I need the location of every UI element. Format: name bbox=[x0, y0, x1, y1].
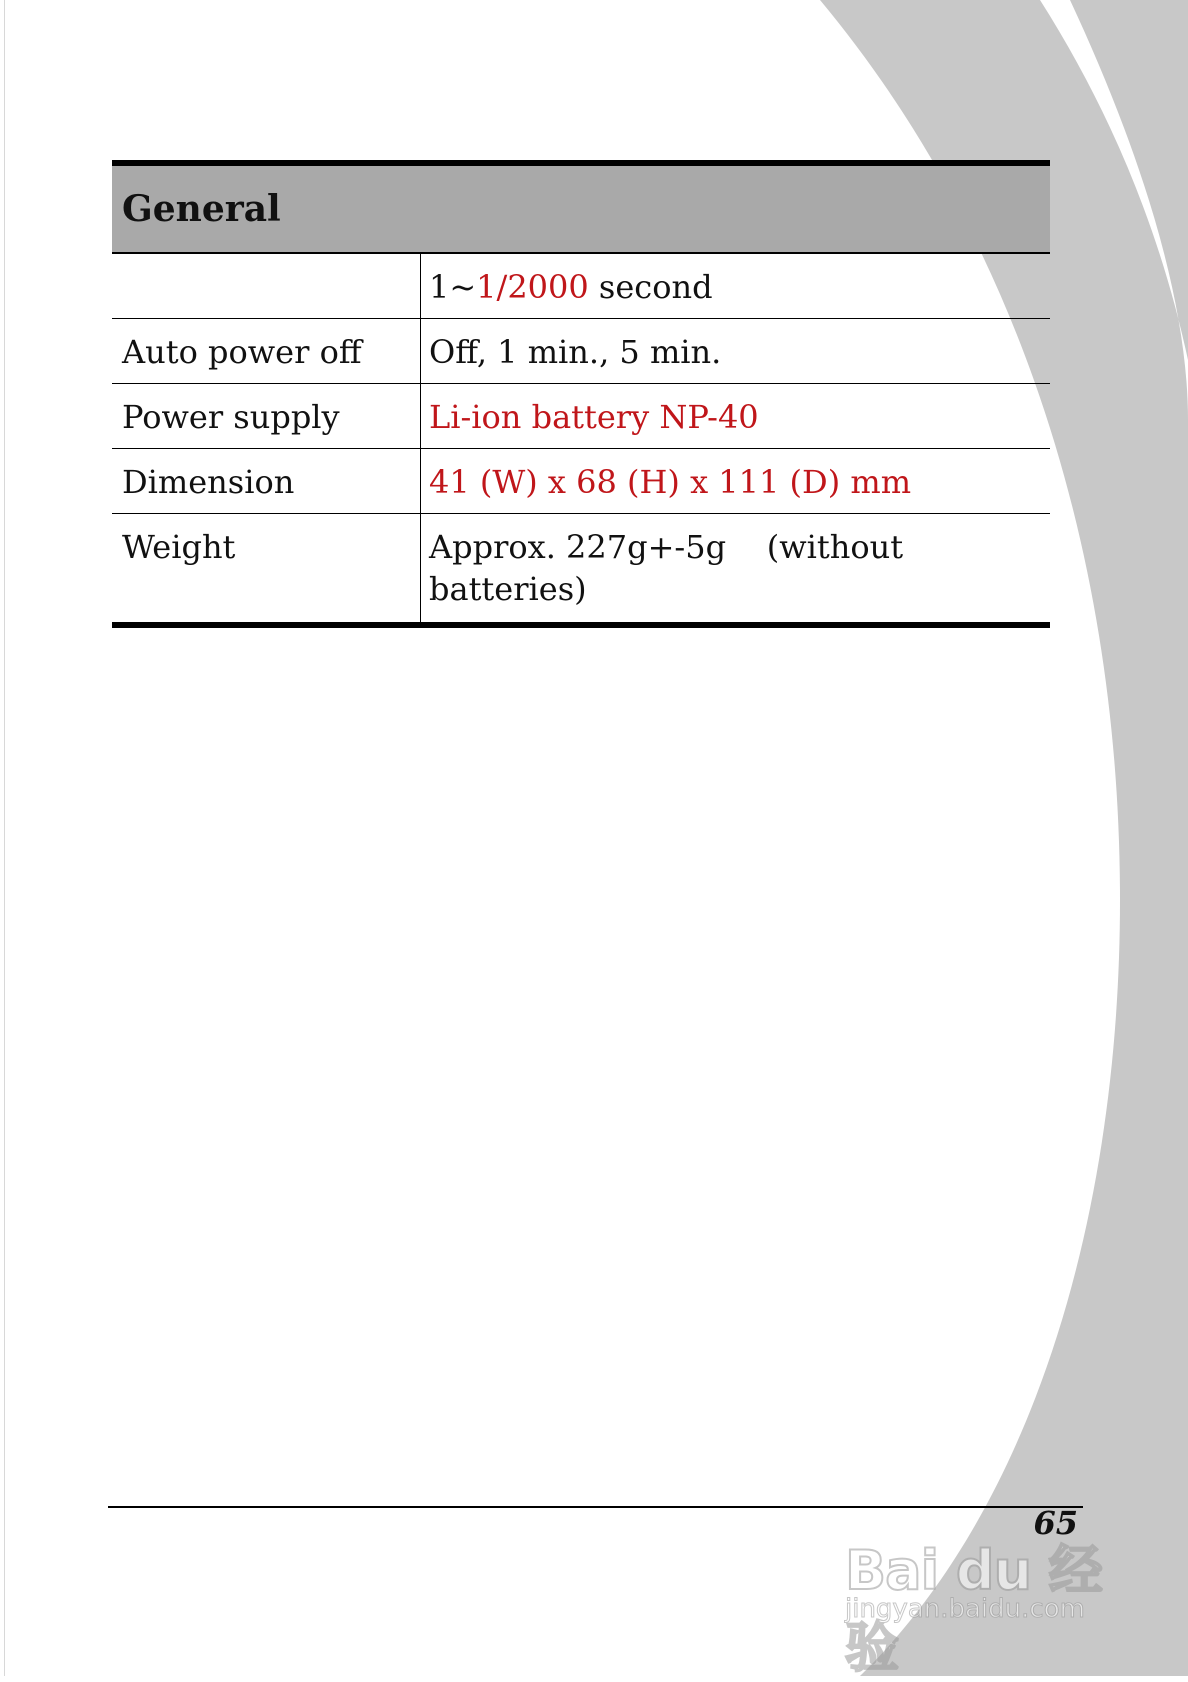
table-row bbox=[112, 514, 1050, 626]
row-label bbox=[112, 253, 421, 319]
baidu-watermark bbox=[845, 1510, 1115, 1679]
watermark-logo: Bai du 经验 bbox=[845, 1539, 1102, 1679]
row-value: Off, 1 min., 5 min. bbox=[421, 319, 1051, 384]
row-value bbox=[421, 253, 1051, 319]
spec-table bbox=[112, 160, 1050, 628]
row-label: Dimension bbox=[112, 449, 421, 514]
value-line-2: batteries) bbox=[429, 570, 587, 608]
table-header-row bbox=[112, 166, 1050, 253]
table-header: General bbox=[112, 166, 1050, 253]
footer-rule bbox=[108, 1506, 1083, 1508]
table-row bbox=[112, 449, 1050, 514]
row-label: Weight bbox=[112, 514, 421, 626]
value-prefix: 1~ bbox=[429, 268, 477, 306]
watermark-url: jingyan.baidu.com bbox=[845, 1594, 1085, 1624]
row-value: Li-ion battery NP-40 bbox=[421, 384, 1051, 449]
row-label: Power supply bbox=[112, 384, 421, 449]
row-value bbox=[421, 514, 1051, 626]
table-row bbox=[112, 253, 1050, 319]
row-label: Auto power off bbox=[112, 319, 421, 384]
value-line-1: Approx. 227g+-5g (without bbox=[429, 528, 904, 566]
table-row bbox=[112, 319, 1050, 384]
row-value: 41 (W) x 68 (H) x 111 (D) mm bbox=[421, 449, 1051, 514]
value-suffix: second bbox=[588, 268, 713, 306]
value-highlight: 1/2000 bbox=[476, 268, 589, 306]
table-row bbox=[112, 384, 1050, 449]
page-left-edge bbox=[4, 0, 5, 1676]
page-number: 65 bbox=[1033, 1504, 1078, 1542]
